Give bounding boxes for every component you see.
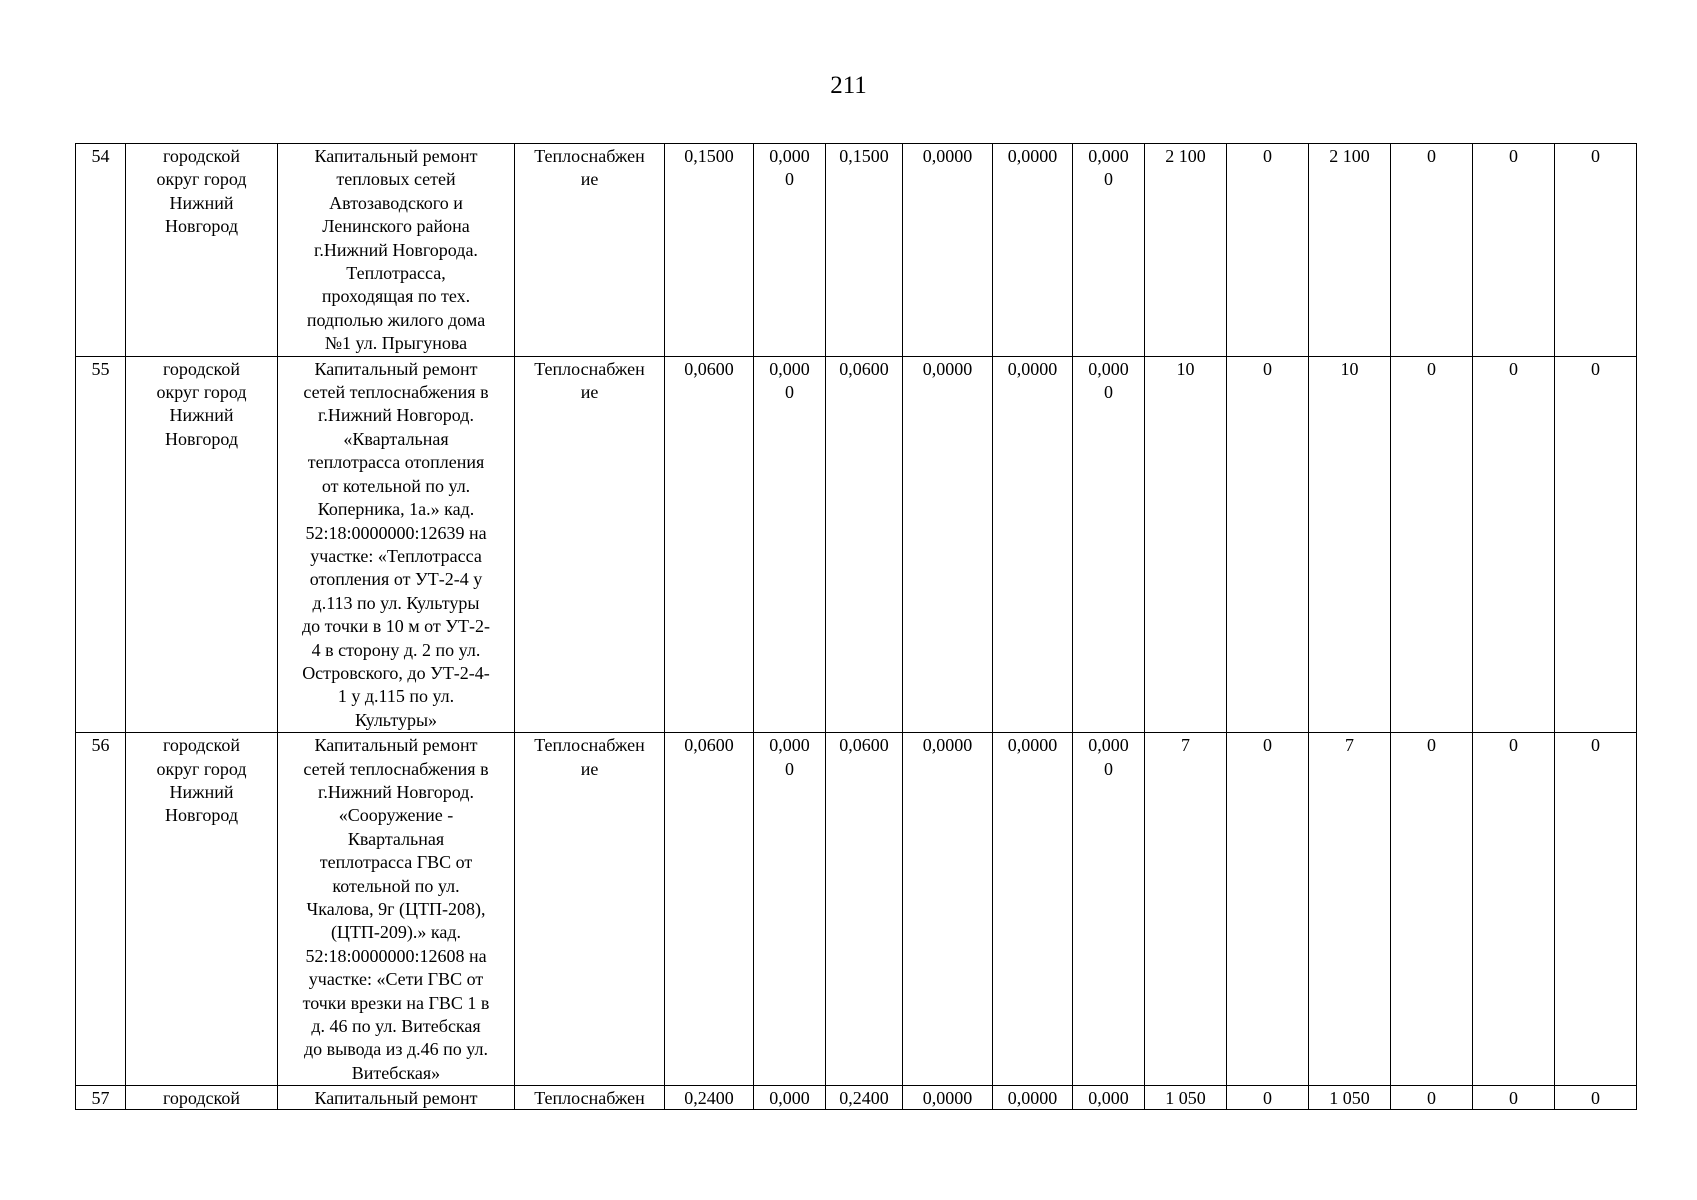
cell-text-line: до точки в 10 м от УТ-2-: [302, 616, 490, 637]
row-number-cell: [76, 356, 126, 733]
value-cell: [665, 144, 754, 357]
cell-text-line: Капитальный ремонт: [314, 1088, 478, 1109]
cell-text-line: Нижний: [169, 192, 234, 213]
value-cell: [665, 356, 754, 733]
row-number-cell: [76, 1086, 126, 1110]
cell-text-line: 0,000: [769, 358, 810, 379]
cell-text-line: 0,000: [1088, 1088, 1129, 1109]
value-cell: [1391, 356, 1473, 733]
cell-text-line: 0,0000: [1007, 1088, 1058, 1109]
value-cell: [754, 144, 826, 357]
municipality-cell: [126, 356, 278, 733]
value-cell: [1145, 144, 1227, 357]
cell-text-line: 0: [1591, 735, 1600, 756]
cell-text-line: 0,000: [769, 146, 810, 166]
cell-text-line: тепловых сетей: [336, 169, 456, 190]
cell-text-line: г.Нижний Новгород.: [318, 405, 474, 426]
cell-text-line: 54: [91, 146, 110, 166]
cell-text-line: 0: [1263, 146, 1272, 166]
value-cell: [1473, 144, 1555, 357]
value-cell: [1227, 733, 1309, 1086]
cell-text-line: округ город: [156, 758, 247, 779]
description-cell: [278, 356, 515, 733]
cell-text-line: подполью жилого дома: [306, 309, 486, 330]
value-cell: [903, 356, 993, 733]
cell-text-line: 0: [1427, 358, 1436, 379]
value-cell: [826, 356, 903, 733]
description-cell: [278, 144, 515, 357]
cell-text-line: г.Нижний Новгород.: [318, 781, 474, 802]
cell-text-line: городской: [162, 358, 241, 379]
cell-text-line: округ город: [156, 382, 247, 403]
value-cell: [1073, 356, 1145, 733]
cell-text-line: Теплотрасса,: [346, 263, 446, 284]
cell-text-line: 0: [1263, 1088, 1272, 1109]
table-row: [76, 733, 1637, 1086]
cell-text-line: «Квартальная: [343, 428, 449, 449]
value-cell: [1073, 1086, 1145, 1110]
cell-text-line: 0: [1427, 146, 1436, 166]
value-cell: [1555, 356, 1637, 733]
value-cell: [1473, 1086, 1555, 1110]
cell-text-line: отопления от УТ-2-4 у: [309, 569, 483, 590]
cell-text-line: 0,000: [1088, 735, 1129, 756]
cell-text-line: округ город: [156, 169, 247, 190]
type-cell: [515, 144, 665, 357]
value-cell: [1391, 1086, 1473, 1110]
value-cell: [993, 1086, 1073, 1110]
value-cell: [1555, 144, 1637, 357]
cell-text-line: д.113 по ул. Культуры: [312, 592, 480, 613]
cell-text-line: Культуры»: [354, 709, 438, 730]
cell-text-line: 52:18:0000000:12608 на: [305, 945, 487, 966]
cell-text-line: 0,0000: [1007, 358, 1058, 379]
cell-text-line: Ленинского района: [322, 216, 470, 237]
value-cell: [1145, 356, 1227, 733]
cell-text-line: 0,0600: [839, 735, 889, 756]
cell-text-line: 0,000: [1088, 358, 1129, 379]
cell-text-line: Новгород: [164, 805, 239, 826]
value-cell: [1309, 144, 1391, 357]
cell-text-line: 56: [91, 735, 110, 756]
value-cell: [903, 1086, 993, 1110]
row-number-cell: [76, 144, 126, 357]
table-row: [76, 144, 1637, 357]
cell-text-line: 0,0000: [922, 1088, 973, 1109]
cell-text-line: до вывода из д.46 по ул.: [304, 1039, 488, 1060]
cell-text-line: Капитальный ремонт: [314, 146, 478, 166]
cell-text-line: 0: [1591, 146, 1600, 166]
cell-text-line: 57: [91, 1088, 110, 1109]
cell-text-line: Теплоснабжен: [534, 735, 645, 756]
cell-text-line: ие: [580, 758, 599, 779]
value-cell: [1473, 356, 1555, 733]
value-cell: [1145, 1086, 1227, 1110]
cell-text-line: 0,000: [1088, 146, 1129, 166]
value-cell: [826, 1086, 903, 1110]
cell-text-line: 0,0000: [922, 735, 973, 756]
cell-text-line: 0,1500: [684, 146, 734, 166]
cell-text-line: участке: «Сети ГВС от: [308, 969, 484, 990]
value-cell: [826, 733, 903, 1086]
value-cell: [1309, 1086, 1391, 1110]
value-cell: [993, 733, 1073, 1086]
cell-text-line: 1 у д.115 по ул.: [337, 686, 455, 707]
cell-text-line: 0,0600: [839, 358, 889, 379]
value-cell: [826, 144, 903, 357]
cell-text-line: участке: «Теплотрасса: [310, 545, 482, 566]
value-cell: [1073, 144, 1145, 357]
cell-text-line: 0: [1427, 1088, 1436, 1109]
cell-text-line: ие: [580, 169, 599, 190]
cell-text-line: 0,0600: [684, 358, 734, 379]
cell-text-line: №1 ул. Прыгунова: [324, 333, 468, 354]
cell-text-line: сетей теплоснабжения в: [303, 382, 489, 403]
value-cell: [1145, 733, 1227, 1086]
cell-text-line: 0: [1509, 358, 1518, 379]
value-cell: [1227, 356, 1309, 733]
cell-text-line: 0,0000: [1007, 735, 1058, 756]
value-cell: [1555, 733, 1637, 1086]
cell-text-line: 0,000: [769, 1088, 810, 1109]
cell-text-line: 0: [1104, 169, 1113, 190]
cell-text-line: Нижний: [169, 405, 234, 426]
value-cell: [1227, 1086, 1309, 1110]
value-cell: [665, 733, 754, 1086]
value-cell: [1309, 733, 1391, 1086]
value-cell: [1073, 733, 1145, 1086]
description-cell: [278, 1086, 515, 1110]
cell-text-line: д. 46 по ул. Витебская: [311, 1016, 481, 1037]
cell-text-line: точки врезки на ГВС 1 в: [302, 992, 490, 1013]
cell-text-line: городской: [162, 146, 241, 166]
cell-text-line: Коперника, 1а.» кад.: [317, 499, 475, 520]
municipality-cell: [126, 733, 278, 1086]
cell-text-line: Теплоснабжен: [534, 1088, 645, 1109]
cell-text-line: Новгород: [164, 428, 239, 449]
cell-text-line: 0: [785, 382, 794, 403]
cell-text-line: Островского, до УТ-2-4-: [302, 662, 490, 683]
cell-text-line: 0,0000: [922, 358, 973, 379]
type-cell: [515, 356, 665, 733]
value-cell: [1391, 144, 1473, 357]
cell-text-line: 0: [1591, 1088, 1600, 1109]
cell-text-line: теплотрасса ГВС от: [319, 852, 473, 873]
value-cell: [993, 144, 1073, 357]
cell-text-line: 0: [1263, 735, 1272, 756]
cell-text-line: Автозаводского и: [329, 192, 463, 213]
cell-text-line: Капитальный ремонт: [314, 735, 478, 756]
cell-text-line: 0: [1427, 735, 1436, 756]
cell-text-line: 2 100: [1165, 146, 1206, 166]
cell-text-line: сетей теплоснабжения в: [303, 758, 489, 779]
cell-text-line: Чкалова, 9г (ЦТП-208),: [306, 899, 486, 919]
cell-text-line: 0: [1509, 1088, 1518, 1109]
cell-text-line: проходящая по тех.: [321, 286, 471, 307]
value-cell: [754, 356, 826, 733]
cell-text-line: от котельной по ул.: [321, 475, 471, 496]
cell-text-line: Витебская»: [351, 1062, 441, 1083]
municipality-cell: [126, 1086, 278, 1110]
cell-text-line: 10: [1176, 358, 1195, 379]
cell-text-line: Нижний: [169, 781, 234, 802]
cell-text-line: 4 в сторону д. 2 по ул.: [311, 639, 481, 660]
cell-text-line: 0,2400: [684, 1088, 734, 1109]
cell-text-line: 0,2400: [839, 1088, 889, 1109]
cell-text-line: 0,1500: [839, 146, 889, 166]
value-cell: [903, 144, 993, 357]
cell-text-line: 1 050: [1329, 1088, 1370, 1109]
value-cell: [1227, 144, 1309, 357]
value-cell: [1309, 356, 1391, 733]
description-cell: [278, 733, 515, 1086]
cell-text-line: 0,0000: [1007, 146, 1058, 166]
cell-text-line: (ЦТП-209).» кад.: [330, 922, 462, 943]
page-number: 211: [830, 72, 867, 99]
cell-text-line: теплотрасса отопления: [307, 452, 485, 473]
table-row: [76, 356, 1637, 733]
cell-text-line: Новгород: [164, 216, 239, 237]
cell-text-line: 1 050: [1165, 1088, 1206, 1109]
cell-text-line: 0: [1263, 358, 1272, 379]
cell-text-line: г.Нижний Новгорода.: [314, 239, 478, 260]
value-cell: [754, 1086, 826, 1110]
value-cell: [754, 733, 826, 1086]
cell-text-line: 0,0600: [684, 735, 734, 756]
value-cell: [1391, 733, 1473, 1086]
cell-text-line: 0: [1509, 146, 1518, 166]
cell-text-line: 2 100: [1329, 146, 1370, 166]
cell-text-line: 0: [1591, 358, 1600, 379]
cell-text-line: «Сооружение -: [338, 805, 454, 826]
cell-text-line: 0: [785, 169, 794, 190]
type-cell: [515, 733, 665, 1086]
cell-text-line: Теплоснабжен: [534, 146, 645, 166]
cell-text-line: Квартальная: [347, 828, 445, 849]
cell-text-line: 0: [1509, 735, 1518, 756]
value-cell: [665, 1086, 754, 1110]
cell-text-line: 0,000: [769, 735, 810, 756]
cell-text-line: Теплоснабжен: [534, 358, 645, 379]
cell-text-line: 7: [1181, 735, 1190, 756]
cell-text-line: 0: [1104, 758, 1113, 779]
cell-text-line: 52:18:0000000:12639 на: [305, 522, 487, 543]
cell-text-line: городской: [162, 1088, 241, 1109]
cell-text-line: 10: [1340, 358, 1359, 379]
cell-text-line: 0: [785, 758, 794, 779]
cell-text-line: городской: [162, 735, 241, 756]
cell-text-line: ие: [580, 382, 599, 403]
cell-text-line: Капитальный ремонт: [314, 358, 478, 379]
type-cell: [515, 1086, 665, 1110]
data-table: [75, 143, 1637, 1110]
value-cell: [993, 356, 1073, 733]
cell-text-line: 7: [1345, 735, 1354, 756]
municipality-cell: [126, 144, 278, 357]
value-cell: [1473, 733, 1555, 1086]
value-cell: [903, 733, 993, 1086]
cell-text-line: 0,0000: [922, 146, 973, 166]
cell-text-line: 55: [91, 358, 110, 379]
cell-text-line: 0: [1104, 382, 1113, 403]
row-number-cell: [76, 733, 126, 1086]
cell-text-line: котельной по ул.: [332, 875, 460, 896]
table-row: [76, 1086, 1637, 1110]
value-cell: [1555, 1086, 1637, 1110]
